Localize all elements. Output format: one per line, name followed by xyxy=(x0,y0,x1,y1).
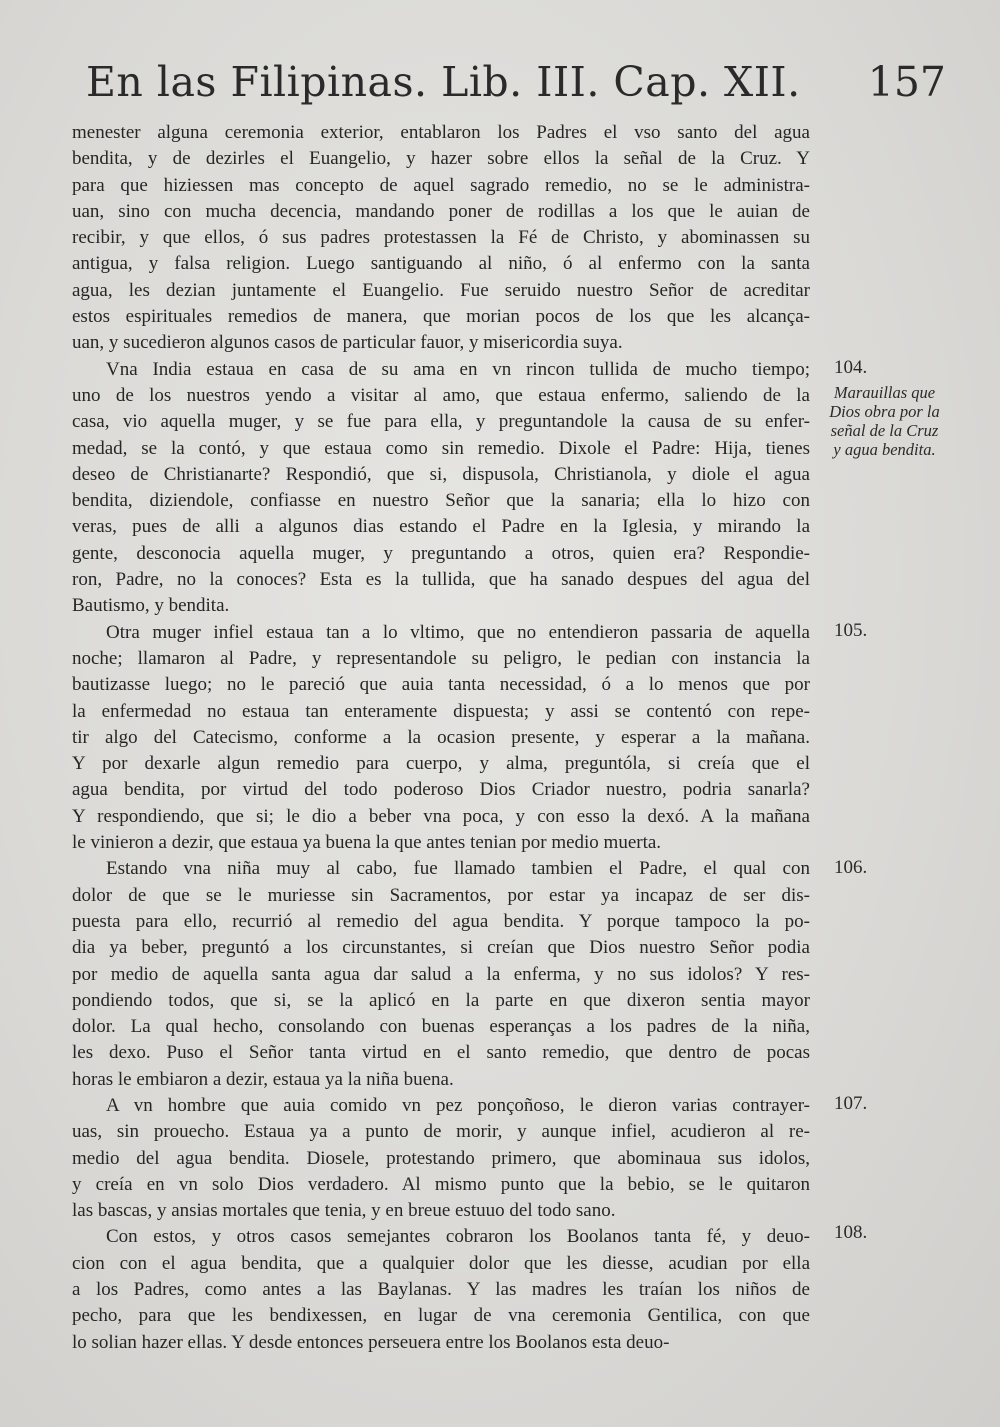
margin-note-line: Dios obra por la xyxy=(829,402,940,421)
text-line: por medio de aquella santa agua dar salud a la enferma, y no sus idolos? Y res- xyxy=(72,963,810,985)
text-line: medio del agua bendita. Diosele, protestando primero, que abominaua sus idolos, xyxy=(72,1147,810,1169)
margin-number: 105. xyxy=(834,620,868,641)
text-line: menester alguna ceremonia exterior, entablaron los Padres el vso santo del agua xyxy=(72,122,810,143)
text-line: bendita, y de dezirles el Euangelio, y hazer sobre ellos la señal de la Cruz. Y xyxy=(72,148,810,170)
text-line: las bascas, y ansias mortales que tenia, y en breue estuuo del todo sano. xyxy=(72,1200,616,1222)
running-title: En las Filipinas. Lib. III. Cap. XII. xyxy=(86,58,801,106)
text-line: para que hiziessen mas concepto de aquel sagrado remedio, no se le administra- xyxy=(72,174,810,196)
margin-entry-105 xyxy=(812,620,957,642)
margin-note-line: señal de la Cruz xyxy=(830,421,939,440)
text-line: Otra muger infiel estaua tan a lo vltimo, que no entendieron passaria de aquella xyxy=(106,621,810,643)
text-line: les dexo. Puso el Señor tanta virtud en el santo remedio, que dentro de pocas xyxy=(72,1042,810,1064)
text-line: le vinieron a dezir, que estaua ya buena la que antes tenian por medio muerta. xyxy=(72,832,662,854)
text-line: uas, sin prouecho. Estaua ya a punto de morir, y aunque infiel, acudieron al re- xyxy=(72,1121,810,1143)
text-line: estos espirituales remedios de manera, que morian pocos de los que les alcança- xyxy=(72,306,810,328)
text-line: Con estos, y otros casos semejantes cobraron los Boolanos tanta fé, y deuo- xyxy=(106,1226,810,1248)
text-line: Y respondiendo, que si; le dio a beber vna poca, y con esso la dexó. A la mañana xyxy=(72,805,810,827)
margin-note-line: y agua bendita. xyxy=(833,440,936,459)
paragraph xyxy=(72,620,810,857)
body-text xyxy=(72,120,810,1356)
text-line: Estando vna niña muy al cabo, fue llamado tambien el Padre, el qual con xyxy=(106,858,810,880)
text-line: gente, desconocia aquella muger, y preguntando a otros, quien era? Respondie- xyxy=(72,542,810,564)
text-line: ron, Padre, no la conoces? Esta es la tullida, que ha sanado despues del agua del xyxy=(72,569,810,591)
text-line: cion con el agua bendita, que a qualquier dolor que les diesse, acudian por ella xyxy=(72,1252,810,1274)
text-line: dolor de que se le muriesse sin Sacramentos, por estar ya incapaz de ser dis- xyxy=(72,884,810,906)
margin-number: 106. xyxy=(834,857,868,878)
text-line: A vn hombre que auia comido vn pez ponçoñoso, le dieron varias contrayer- xyxy=(106,1094,810,1116)
text-line: pondiendo todos, que si, se la aplicó en la parte en que dixeron sentia mayor xyxy=(72,989,810,1011)
margin-number: 104. xyxy=(834,357,868,378)
text-line: pecho, para que les bendixessen, en lugar de vna ceremonia Gentilica, con que xyxy=(72,1305,810,1327)
text-line: horas le embiaron a dezir, estaua ya la niña buena. xyxy=(72,1068,454,1090)
text-line: agua, les dezian juntamente el Euangelio. Fue seruido nuestro Señor de acreditar xyxy=(72,279,810,301)
text-line: Vna India estaua en casa de su ama en vn rincon tullida de mucho tiempo; xyxy=(106,358,810,380)
margin-entry-108 xyxy=(812,1222,957,1244)
text-line: bautizasse luego; no le pareció que auia tanta necessidad, ó a lo menos que por xyxy=(72,674,810,696)
text-line: dolor. La qual hecho, consolando con buenas esperanças a los padres de la niña, xyxy=(72,1016,810,1038)
margin-number: 107. xyxy=(834,1093,868,1114)
margin-entry-106 xyxy=(812,857,957,879)
text-line: la enfermedad no estaua tan enteramente dispuesta; y assi se contentó con repe- xyxy=(72,700,810,722)
text-line: lo solian hazer ellas. Y desde entonces perseuera entre los Boolanos esta deuo- xyxy=(72,1331,670,1353)
page-number: 157 xyxy=(867,58,946,106)
text-line: antigua, y falsa religion. Luego santiguando al niño, ó al enfermo con la santa xyxy=(72,253,810,275)
paragraph xyxy=(72,357,810,620)
text-line: medad, se la contó, y que estaua como sin remedio. Dixole el Padre: Hija, tienes xyxy=(72,437,810,459)
text-line: Y por dexarle algun remedio para cuerpo, y alma, preguntóla, si creía que el xyxy=(72,753,810,775)
text-line: noche; llamaron al Padre, y representandole su peligro, le pedian con instancia la xyxy=(72,647,810,669)
margin-note xyxy=(812,383,957,459)
margin-entry-107 xyxy=(812,1093,957,1115)
paragraph xyxy=(72,1224,810,1355)
text-line: agua bendita, por virtud del todo poderoso Dios Criador nuestro, podria sanarla? xyxy=(72,779,810,801)
text-line: a los Padres, como antes a las Baylanas. Y las madres les traían los niños de xyxy=(72,1279,810,1301)
paragraph xyxy=(72,1093,810,1224)
text-line: uan, y sucedieron algunos casos de particular fauor, y misericordia suya. xyxy=(72,332,623,354)
text-line: uno de los nuestros yendo a visitar al amo, que estaua enfermo, saliendo de la xyxy=(72,384,810,406)
text-line: y creía en vn solo Dios verdadero. Al mismo punto que la bebio, se le quitaron xyxy=(72,1173,810,1195)
text-line: recibir, y que ellos, ó sus padres protestassen la Fé de Christo, y abominassen su xyxy=(72,227,810,249)
text-line: Bautismo, y bendita. xyxy=(72,595,230,617)
page-header xyxy=(86,58,946,118)
paragraph xyxy=(72,120,810,357)
text-line: casa, vio aquella muger, y se fue para ella, y preguntandole la causa de su enfer- xyxy=(72,411,810,433)
margin-entry-104 xyxy=(812,357,957,459)
text-line: tir algo del Catecismo, conforme a la ocasion presente, y esperar a la mañana. xyxy=(72,726,810,748)
text-line: uan, sino con mucha decencia, mandando poner de rodillas a los que le auian de xyxy=(72,200,810,222)
margin-number: 108. xyxy=(834,1222,868,1243)
text-line: puesta para ello, recurrió al remedio del agua bendita. Y porque tampoco la po- xyxy=(72,910,810,932)
text-line: veras, pues de alli a algunos dias estando el Padre en la Iglesia, y mirando la xyxy=(72,516,810,538)
paragraph xyxy=(72,856,810,1093)
text-line: deseo de Christianarte? Respondió, que si, dispusola, Christianola, y diole el agua xyxy=(72,463,810,485)
text-line: bendita, diziendole, confiasse en nuestro Señor que la sanaria; ella lo hizo con xyxy=(72,490,810,512)
margin-note-line: Marauillas que xyxy=(833,383,936,402)
text-line: dia ya beber, preguntó a los circunstantes, si creían que Dios nuestro Señor podia xyxy=(72,937,810,959)
